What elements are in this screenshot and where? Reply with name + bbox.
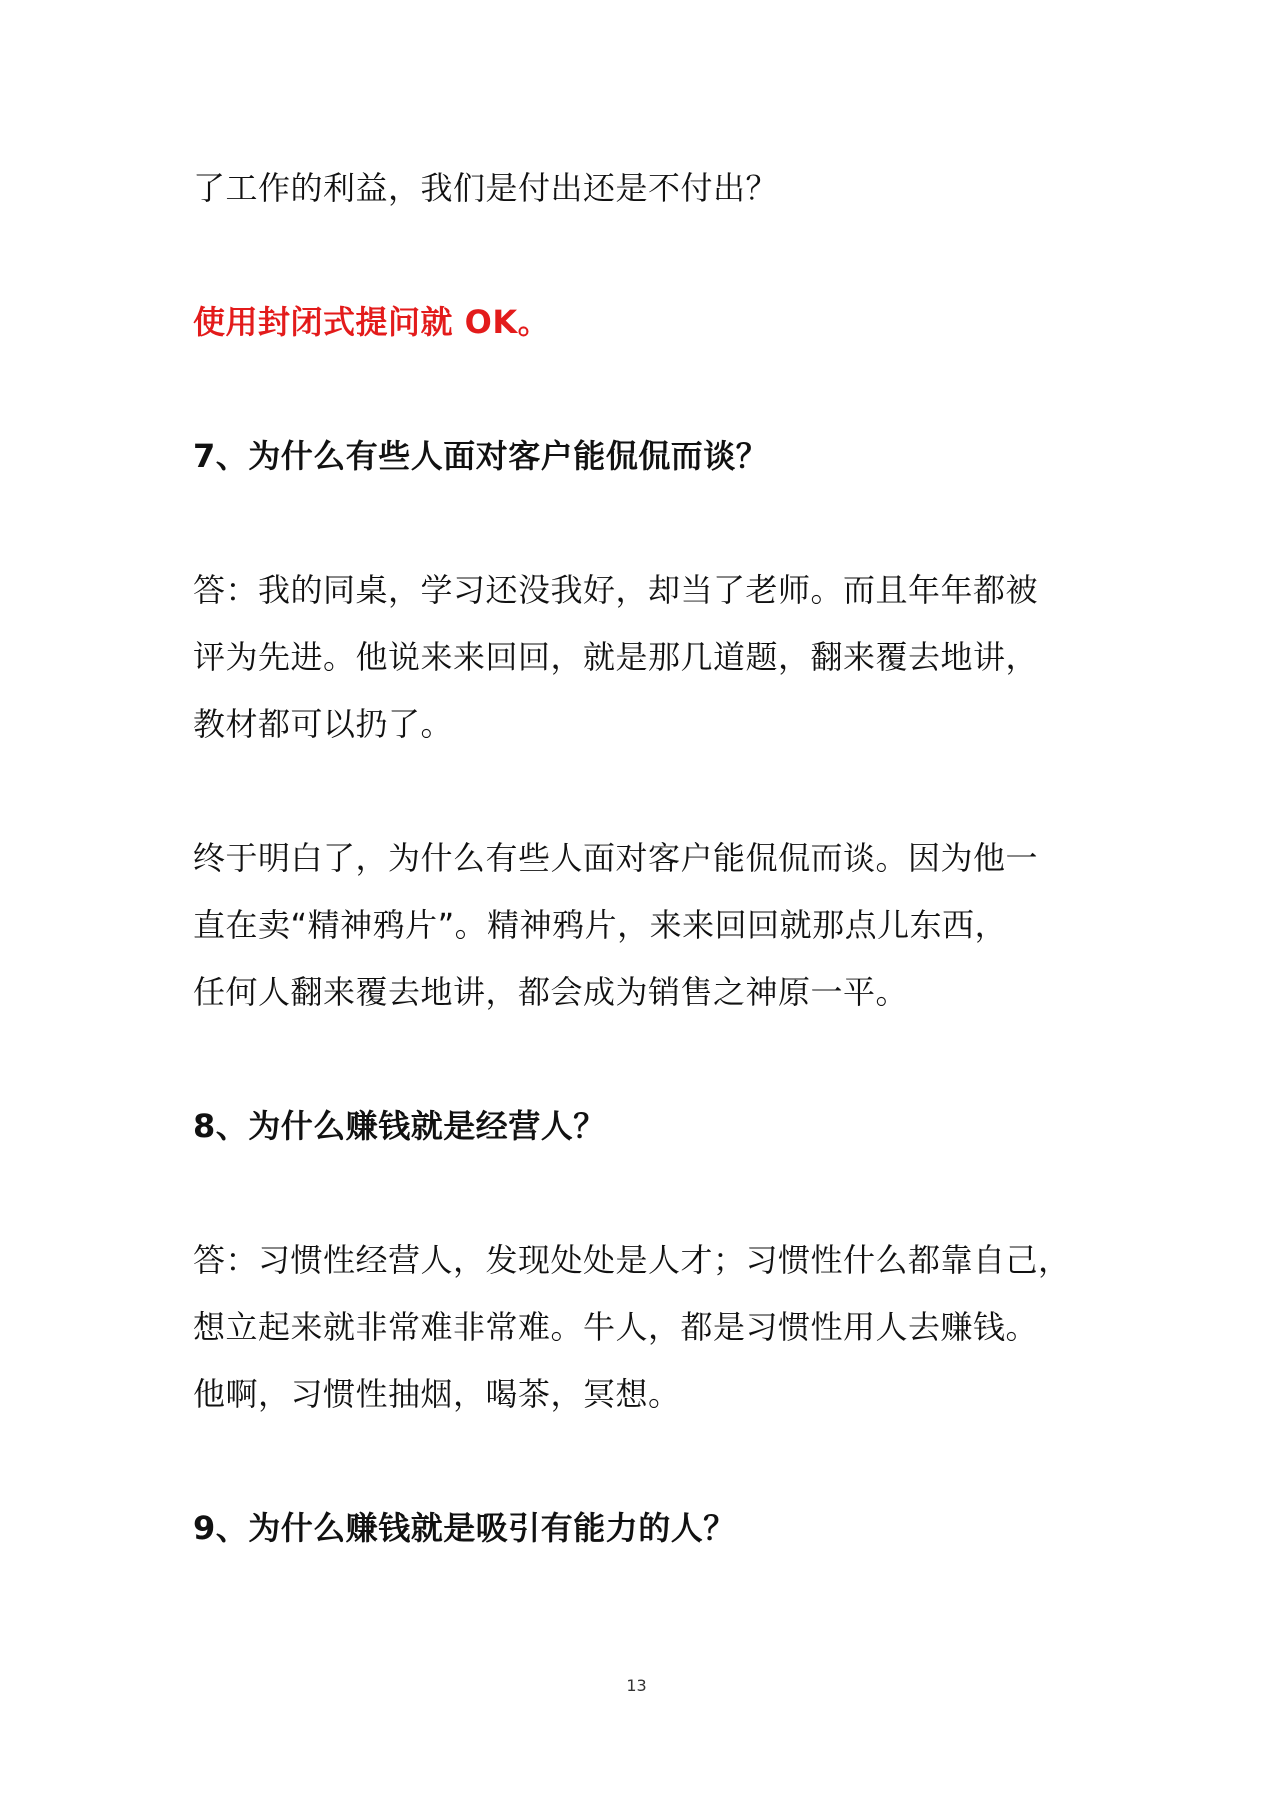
- paragraph-line: 直在卖“精神鸦片”。精神鸦片，来来回回就那点儿东西，: [193, 906, 1008, 944]
- page-number: 13: [626, 1676, 647, 1695]
- question-heading: 9、为什么赚钱就是吸引有能力的人？: [193, 1509, 736, 1547]
- question-heading: 8、为什么赚钱就是经营人？: [193, 1107, 606, 1145]
- question-heading: 7、为什么有些人面对客户能侃侃而谈？: [193, 437, 769, 475]
- paragraph-line: 想立起来就非常难非常难。牛人，都是习惯性用人去赚钱。: [193, 1308, 1039, 1346]
- paragraph-line: 答：习惯性经营人，发现处处是人才；习惯性什么都靠自己，: [193, 1241, 1071, 1279]
- paragraph-line: 教材都可以扔了。: [193, 705, 454, 743]
- paragraph-line: 了工作的利益，我们是付出还是不付出？: [193, 169, 779, 207]
- paragraph-line: 任何人翻来覆去地讲，都会成为销售之神原一平。: [193, 973, 909, 1011]
- paragraph-line: 终于明白了，为什么有些人面对客户能侃侃而谈。因为他一: [193, 839, 1039, 877]
- paragraph-line: 评为先进。他说来来回回，就是那几道题，翻来覆去地讲，: [193, 638, 1039, 676]
- paragraph-line: 答：我的同桌，学习还没我好，却当了老师。而且年年都被: [193, 571, 1039, 609]
- highlight-line: 使用封闭式提问就 OK。: [193, 303, 551, 341]
- paragraph-line: 他啊，习惯性抽烟，喝茶，冥想。: [193, 1375, 681, 1413]
